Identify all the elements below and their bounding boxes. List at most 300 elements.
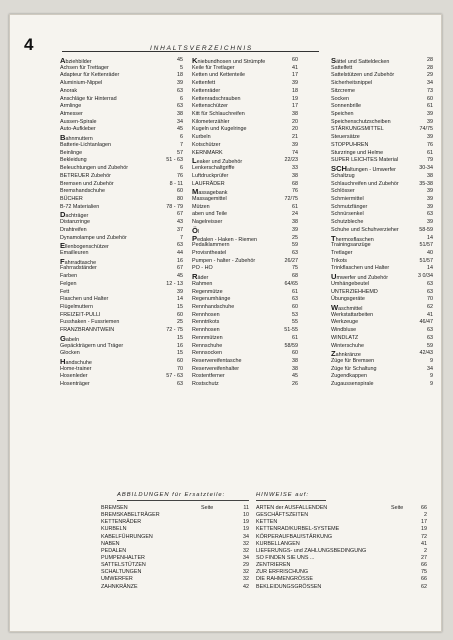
index-entry: [60, 281, 183, 289]
index-entry-label: Rennhosen: [192, 327, 220, 334]
abbildungen-label: KURBELN: [101, 526, 127, 533]
hinweise-row: [256, 555, 435, 562]
index-entry-label: Rennschuhe: [192, 342, 223, 349]
index-entry-label: Umhängebeutel: [331, 280, 370, 287]
index-entry: [192, 235, 298, 243]
index-entry: [60, 165, 183, 173]
index-entry: [192, 219, 298, 227]
abbildungen-page: 34: [243, 533, 249, 540]
index-entry-label: Nagelreisser: [192, 219, 223, 226]
abbildungen-row: [101, 526, 249, 533]
index-entry-label: Werkstattarbeiten: [331, 311, 374, 318]
index-entry-page: 28: [427, 64, 433, 71]
index-entry: [60, 296, 183, 304]
index-entry-page: 46/47: [419, 319, 433, 326]
index-entry-label: Achsen für Trettager: [60, 64, 109, 71]
index-column-3: [331, 57, 433, 389]
index-entry-label: Winterschuhe: [331, 342, 364, 349]
hinweise-page: 27: [421, 554, 427, 561]
index-entry: [192, 343, 298, 351]
index-entry-label: Umwerfer und Zubehör: [331, 272, 389, 282]
index-entry-label: Dachträger: [60, 210, 89, 220]
index-entry: [331, 80, 433, 88]
index-entry-label: STOPPUHREN: [331, 141, 369, 148]
index-entry-page: 15: [177, 350, 183, 357]
index-entry-page: 25: [292, 234, 298, 241]
index-entry-label: Zugendkappen: [331, 373, 367, 380]
index-entry-page: 7: [180, 141, 183, 148]
hinweise-label: KETTEN: [256, 519, 278, 526]
index-entry-label: Kniebundhosen und Strümpfe: [192, 56, 266, 65]
abbildungen-page: 32: [243, 569, 249, 576]
index-entry: [331, 165, 433, 173]
index-column-1: [60, 57, 183, 389]
index-entry-label: UNTERZIEHHEMD: [331, 288, 378, 295]
hinweise-row: [256, 512, 435, 519]
index-entry-label: Lenkerschaltgriffe: [192, 165, 235, 172]
index-entry: [60, 65, 183, 73]
index-entry-label: Gabeln: [60, 333, 80, 343]
index-entry: [192, 204, 298, 212]
hinweise-page: 66: [421, 562, 427, 569]
index-entry-label: Atmesser: [60, 111, 83, 118]
index-entry-page: 62: [427, 304, 433, 310]
index-entry-label: Trainingsanzüge: [331, 242, 371, 249]
index-entry-page: 61: [427, 103, 433, 110]
index-entry-label: BÜCHER: [60, 195, 83, 202]
index-entry: [331, 358, 433, 366]
index-entry-label: Bremshandschuhe: [60, 188, 105, 195]
index-entry-page: 41: [292, 64, 298, 71]
index-entry-page: 72 - 75: [166, 327, 183, 334]
index-entry-label: WINDLATZ: [331, 334, 359, 341]
index-entry: [331, 173, 433, 181]
index-entry: [331, 72, 433, 80]
hinweise-label: KÖRPERAUFBAU/STÄRKUNG: [256, 533, 333, 540]
index-entry: [331, 381, 433, 389]
index-entry-page: 18: [292, 87, 298, 94]
index-entry-page: 38: [292, 365, 298, 372]
index-entry-page: 63: [427, 334, 433, 341]
hinweise-label: KETTENRAD/KURBEL-SYSTEME: [256, 526, 340, 533]
index-entry-label: PO - HO: [192, 265, 213, 272]
abbildungen-row: [101, 584, 249, 591]
index-entry-page: 39: [427, 134, 433, 141]
index-entry-page: 43: [177, 219, 183, 226]
index-entry: [331, 204, 433, 212]
index-column-2: [192, 57, 298, 389]
title-underline: [62, 51, 319, 52]
index-entry: [331, 366, 433, 374]
index-entry-page: 9: [430, 358, 433, 365]
index-entry-label: Pumpen - halter - Zubehör: [192, 257, 256, 264]
index-entry-label: Trinkflaschen und Halter: [331, 265, 390, 272]
index-entry-page: 39: [427, 188, 433, 195]
index-entry-page: 3 0/34: [418, 273, 433, 280]
index-initial-letter: U: [331, 272, 337, 282]
index-entry-label: Schuhe und Schuhverzieher: [331, 226, 399, 233]
index-entry-page: 63: [177, 242, 183, 249]
index-entry-page: 80: [177, 195, 183, 202]
index-entry-page: 51 - 63: [166, 157, 183, 164]
index-entry: [331, 219, 433, 227]
hinweise-section: [256, 491, 435, 591]
index-entry-label: Rennsocken: [192, 350, 222, 357]
index-entry: [60, 319, 183, 327]
index-entry: [331, 304, 433, 312]
index-entry: [60, 358, 183, 366]
index-entry-label: Rennhandschuhe: [192, 304, 235, 310]
index-entry: [60, 227, 183, 235]
index-entry-page: 38: [292, 111, 298, 118]
index-entry-page: 18: [177, 72, 183, 79]
index-entry-label: Kettenschützer: [192, 103, 228, 110]
index-entry-page: 39: [427, 195, 433, 202]
index-entry: [192, 134, 298, 142]
abbildungen-label: PUMPENHALTER: [101, 554, 145, 561]
index-entry-label: Schlösser: [331, 188, 355, 195]
index-entry: [60, 273, 183, 281]
index-entry-label: aben und Teile: [192, 211, 227, 218]
index-initial-letter: P: [192, 233, 198, 243]
index-entry: [331, 312, 433, 320]
index-entry: [192, 196, 298, 204]
index-entry-page: 63: [177, 103, 183, 110]
index-entry: [60, 343, 183, 351]
index-entry: [192, 80, 298, 88]
abbildungen-page: 32: [243, 576, 249, 583]
index-entry-label: Übungsgeräte: [331, 296, 365, 303]
hinweise-row: [256, 534, 435, 541]
index-entry-page: 39: [177, 80, 183, 87]
index-entry-label: Kettenradschrauben: [192, 95, 241, 102]
index-entry-page: 39: [292, 141, 298, 148]
index-entry: [331, 134, 433, 142]
abbildungen-label: UMWERFER: [101, 576, 133, 583]
index-entry-label: Öl: [192, 225, 200, 235]
abbildungen-label: KABELFÜHRUNGEN: [101, 533, 153, 540]
index-entry-label: Home-trainer: [60, 365, 92, 372]
abbildungen-row: [101, 519, 249, 526]
index-entry-page: 74/75: [419, 126, 433, 133]
hinweise-page: 66: [421, 505, 427, 511]
index-entry: [60, 381, 183, 389]
abbildungen-page: 19: [243, 526, 249, 533]
index-entry-label: Windbluse: [331, 327, 357, 334]
index-entry-page: 39: [427, 203, 433, 210]
index-entry-label: Zahnkränze: [331, 349, 361, 359]
index-initial-letter: T: [331, 233, 336, 243]
index-entry-label: SUPER LEICHTES Material: [331, 157, 399, 164]
index-initial-letter: K: [192, 56, 198, 65]
index-entry-label: Kitt für Schlauchreifen: [192, 111, 245, 118]
index-entry: [60, 219, 183, 227]
index-entry: [60, 157, 183, 165]
index-entry: [192, 304, 298, 312]
index-entry-page: 39: [427, 118, 433, 125]
index-entry-page: 15: [177, 304, 183, 310]
index-entry-page: 68: [292, 180, 298, 187]
index-entry: [192, 188, 298, 196]
index-entry: [192, 142, 298, 150]
hinweise-page: 19: [421, 526, 427, 533]
index-entry-page: 63: [292, 249, 298, 256]
index-entry-label: Fett: [60, 288, 70, 295]
abbildungen-row: [101, 562, 249, 569]
abbildungen-label: ZAHNKRÄNZE: [101, 583, 138, 590]
index-entry-label: Schmutzfänger: [331, 203, 368, 210]
index-entry-page: 33: [292, 165, 298, 172]
index-entry-label: Sattelstützen und Zubehör: [331, 72, 395, 79]
index-initial-letter: D: [60, 210, 66, 220]
index-entry: [331, 65, 433, 73]
index-entry-page: 61: [292, 203, 298, 210]
index-entry: [331, 111, 433, 119]
hinweise-page: 17: [421, 519, 427, 526]
index-entry: [60, 150, 183, 158]
hinweise-row: [256, 541, 435, 548]
index-entry-page: 40: [427, 249, 433, 256]
index-entry-page: 51/57: [419, 257, 433, 264]
abbildungen-label: SCHALTUNGEN: [101, 569, 142, 576]
index-entry-page: 44: [177, 249, 183, 256]
index-entry: [331, 126, 433, 134]
hinweise-label: KURBELLANGEN: [256, 540, 300, 547]
index-entry-page: 25: [177, 319, 183, 326]
index-entry-label: Glocken: [60, 350, 80, 357]
index-entry-page: 6: [180, 95, 183, 102]
index-entry-label: Zugaussenspirale: [331, 381, 374, 388]
index-entry: [192, 265, 298, 273]
index-entry: [192, 103, 298, 111]
hinweise-label: DIE RAHMENGRÖSSE: [256, 576, 313, 583]
index-entry-label: Provisntheatel: [192, 249, 227, 256]
index-entry-label: Auto-Aufkleber: [60, 126, 96, 133]
index-entry-label: Reservereifenhalter: [192, 365, 240, 372]
index-entry: [60, 111, 183, 119]
abbildungen-page: 32: [243, 547, 249, 554]
index-entry-label: Regenmütze: [192, 288, 223, 295]
abbildungen-row: [101, 548, 249, 555]
index-entry-page: 55: [292, 319, 298, 326]
index-entry-label: Emailleuren: [60, 249, 89, 256]
index-entry-page: 34: [427, 365, 433, 372]
index-entry: [60, 373, 183, 381]
abbildungen-label: NABEN: [101, 540, 120, 547]
index-entry: [192, 250, 298, 258]
hinweise-row: [256, 526, 435, 533]
index-entry-label: Reservereifentasche: [192, 358, 242, 365]
index-entry-page: 14: [177, 296, 183, 303]
abbildungen-page: 10: [243, 512, 249, 519]
index-entry-label: Tretlager: [331, 249, 353, 256]
index-entry-page: 38: [292, 219, 298, 226]
index-entry: [331, 250, 433, 258]
index-entry-page: 29: [427, 72, 433, 79]
index-entry-page: 7: [180, 234, 183, 241]
index-entry-label: Fusshaken - Fussriemen: [60, 319, 120, 326]
index-entry-page: 67: [177, 211, 183, 218]
index-initial-letter: SCH: [331, 164, 348, 174]
index-entry-label: Dynamolampe und Zubehör: [60, 234, 127, 241]
index-entry-label: Flaschen und Halter: [60, 296, 109, 303]
index-entry: [60, 80, 183, 88]
index-entry: [192, 119, 298, 127]
index-initial-letter: L: [192, 156, 197, 166]
index-entry-page: 72/75: [284, 195, 298, 202]
index-entry-label: Kilometerzähler: [192, 118, 230, 125]
index-entry-label: Bremsen und Zubehör: [60, 180, 114, 187]
index-entry-page: 63: [292, 296, 298, 303]
page-title: INHALTSVERZEICHNIS: [150, 45, 254, 52]
index-entry: [192, 358, 298, 366]
abbildungen-page: 32: [243, 540, 249, 547]
hinweise-page: 62: [421, 583, 427, 590]
index-entry-label: Regenumhänge: [192, 296, 231, 303]
index-entry: [192, 211, 298, 219]
index-entry: [331, 88, 433, 96]
index-entry-label: Züge für Bremsen: [331, 358, 375, 365]
abbildungen-label: BREMSEN: [101, 505, 128, 511]
index-entry: [192, 350, 298, 358]
hinweise-page: 75: [421, 569, 427, 576]
index-entry-label: Räder: [192, 272, 209, 282]
index-entry-label: Züge für Schaltung: [331, 365, 377, 372]
index-entry-label: Rennhosen: [192, 311, 220, 318]
index-entry-label: Schlauchreifen und Zubehör: [331, 180, 399, 187]
index-entry-page: 60: [292, 57, 298, 63]
abbildungen-heading: ABBILDUNGEN für Ersatzteile:: [117, 491, 249, 501]
index-entry: [60, 335, 183, 343]
index-entry: [331, 196, 433, 204]
index-entry-label: Schutzbleche: [331, 219, 364, 226]
index-entry-page: 61: [427, 149, 433, 156]
index-entry: [60, 204, 183, 212]
index-entry: [60, 134, 183, 142]
index-entry-label: Abziehbilder: [60, 56, 92, 65]
index-entry-label: Schnürsenkel: [331, 211, 364, 218]
index-entry-label: Flügelmuttern: [60, 304, 93, 310]
index-entry-page: 58-59: [419, 226, 433, 233]
index-entry: [192, 111, 298, 119]
index-entry-page: 60: [427, 95, 433, 102]
index-initial-letter: W: [331, 303, 339, 312]
index-entry: [192, 96, 298, 104]
index-entry-page: 12 - 13: [166, 280, 183, 287]
index-entry-label: Bekleidung: [60, 157, 87, 164]
index-entry-page: 63: [427, 211, 433, 218]
index-entry-page: 14: [427, 234, 433, 241]
index-entry-page: 61: [292, 288, 298, 295]
index-entry-page: 45: [177, 57, 183, 63]
index-entry: [331, 103, 433, 111]
index-entry: [192, 373, 298, 381]
index-initial-letter: S: [331, 56, 337, 65]
index-entry-label: Beleuchtungen und Zubehör: [60, 165, 129, 172]
index-entry: [60, 327, 183, 335]
hinweise-page: 2: [424, 512, 427, 519]
index-entry-page: 16: [177, 257, 183, 264]
index-entry: [60, 88, 183, 96]
index-entry-label: Rostentferner: [192, 373, 225, 380]
index-entry-page: 24: [292, 211, 298, 218]
hinweise-page: 72: [421, 533, 427, 540]
index-entry-label: Drahtreifen: [60, 226, 87, 233]
index-entry: [60, 173, 183, 181]
index-entry-label: Aussen-Spirale: [60, 118, 97, 125]
index-entry-label: FREIZEIT-PULLI: [60, 311, 101, 318]
index-entry-page: 16: [177, 342, 183, 349]
index-entry-page: 26/27: [284, 257, 298, 264]
index-entry-page: 20: [292, 118, 298, 125]
index-entry-page: 58/59: [284, 342, 298, 349]
index-initial-letter: Z: [331, 349, 336, 359]
index-initial-letter: Ö: [192, 225, 198, 235]
index-entry-page: 9: [430, 381, 433, 388]
index-entry-label: Mützen: [192, 203, 210, 210]
index-entry-page: 57 - 63: [166, 373, 183, 380]
abbildungen-page: 19: [243, 519, 249, 526]
index-entry-label: Sicherheitsnippel: [331, 80, 373, 87]
index-entry-label: Armlinge: [60, 103, 82, 110]
index-entry: [331, 265, 433, 273]
index-initial-letter: R: [192, 272, 198, 282]
index-entry-label: Rostschutz: [192, 381, 219, 388]
index-entry-label: Felgen: [60, 280, 77, 287]
index-entry-label: Waschmittel: [331, 303, 363, 312]
index-entry-label: Kotschützer: [192, 141, 221, 148]
index-entry-page: 39: [177, 288, 183, 295]
abbildungen-row: [101, 569, 249, 576]
index-entry-label: Schmiermittel: [331, 195, 364, 202]
index-entry-label: Speichen: [331, 111, 354, 118]
index-entry: [192, 242, 298, 250]
index-entry: [60, 96, 183, 104]
index-entry-page: 6: [180, 165, 183, 172]
index-entry-label: Sitzcreme: [331, 87, 355, 94]
index-entry-label: Keile für Tretlager: [192, 64, 235, 71]
index-entry-page: 38: [427, 172, 433, 179]
index-entry: [60, 119, 183, 127]
seite-label: Seite: [201, 505, 214, 511]
index-entry: [192, 165, 298, 173]
index-entry-page: 68: [292, 273, 298, 280]
abbildungen-page: 29: [243, 562, 249, 569]
index-entry-label: Thermosflaschen: [331, 233, 374, 243]
hinweise-label: ZENTRIEREN: [256, 562, 291, 569]
index-entry: [192, 312, 298, 320]
index-entry: [60, 265, 183, 273]
abbildungen-page: 42: [243, 583, 249, 590]
abbildungen-page: 11: [243, 505, 249, 511]
index-entry-label: Anschläge für Hinterrad: [60, 95, 117, 102]
index-entry-page: 38: [292, 358, 298, 365]
index-entry-page: 41: [427, 311, 433, 318]
index-entry: [192, 65, 298, 73]
index-entry-label: Hosenleder: [60, 373, 88, 380]
abbildungen-row: [101, 576, 249, 583]
index-entry: [331, 181, 433, 189]
index-entry-label: Fahrradtasche: [60, 256, 97, 266]
index-entry-label: Kettenräder: [192, 87, 221, 94]
index-initial-letter: E: [60, 241, 66, 251]
index-entry-label: Fahrradständer: [60, 265, 97, 272]
index-entry: [192, 281, 298, 289]
index-entry-page: 45: [177, 273, 183, 280]
index-entry-label: Pedalklammern: [192, 242, 230, 249]
index-entry-page: 20: [292, 126, 298, 133]
index-entry-page: 64/65: [284, 280, 298, 287]
